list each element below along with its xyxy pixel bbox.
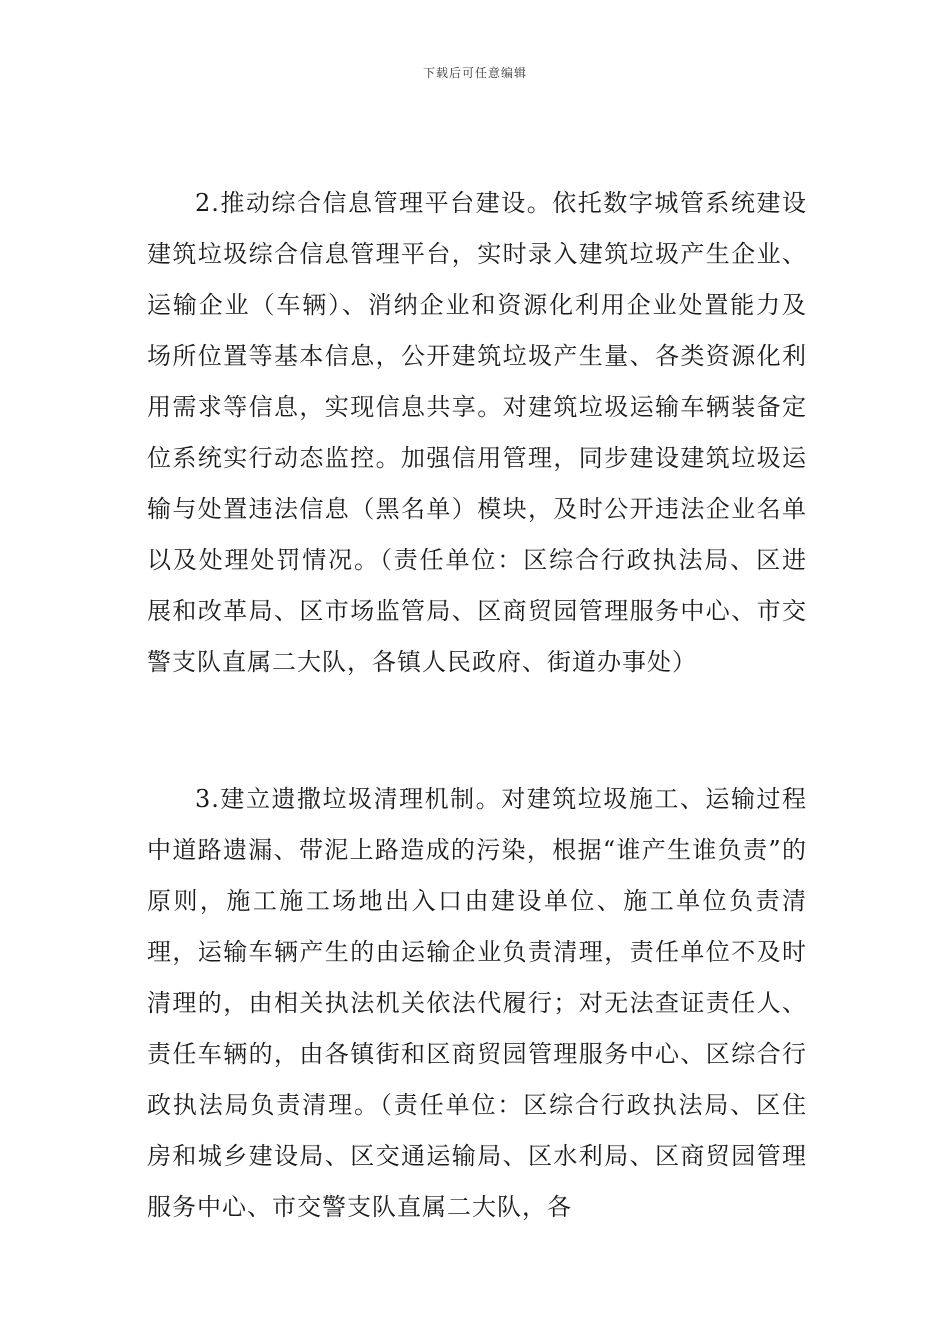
page-header: 下载后可任意编辑 bbox=[422, 66, 527, 80]
paragraph-section-2: 2.推动综合信息管理平台建设。依托数字城管系统建设建筑垃圾综合信息管理平台，实时录入建筑垃圾产生企业、运输企业（车辆）、消纳企业和资源化利用企业处置能力及场所位置等基本信息，公开建筑垃圾产生量、各类资源化利用需求等信息，实现信息共享。对建筑垃圾运输车辆装备定位系统实行动态监控。加强信用管理，同步建设建筑垃圾运输与处置违法信息（黑名单）模块，及时公开违法企业名单以及处理处罚情况。（责任单位：区综合行政执法局、区进展和改革局、区市场监管局、区商贸园管理服务中心、市交警支队直属二大队，各镇人民政府、街道办事处） bbox=[147, 189, 807, 676]
paragraph-section-3: 3.建立遗撒垃圾清理机制。对建筑垃圾施工、运输过程中道路遗漏、带泥上路造成的污染，根据“谁产生谁负责”的原则，施工施工场地出入口由建设单位、施工单位负责清理，运输车辆产生的由运输企业负责清理，责任单位不及时清理的，由相关执法机关依法代履行；对无法查证责任人、责任车辆的，由各镇街和区商贸园管理服务中心、区综合行政执法局负责清理。（责任单位：区综合行政执法局、区住房和城乡建设局、区交通运输局、区水利局、区商贸园管理服务中心、市交警支队直属二大队，各 bbox=[147, 785, 807, 1221]
